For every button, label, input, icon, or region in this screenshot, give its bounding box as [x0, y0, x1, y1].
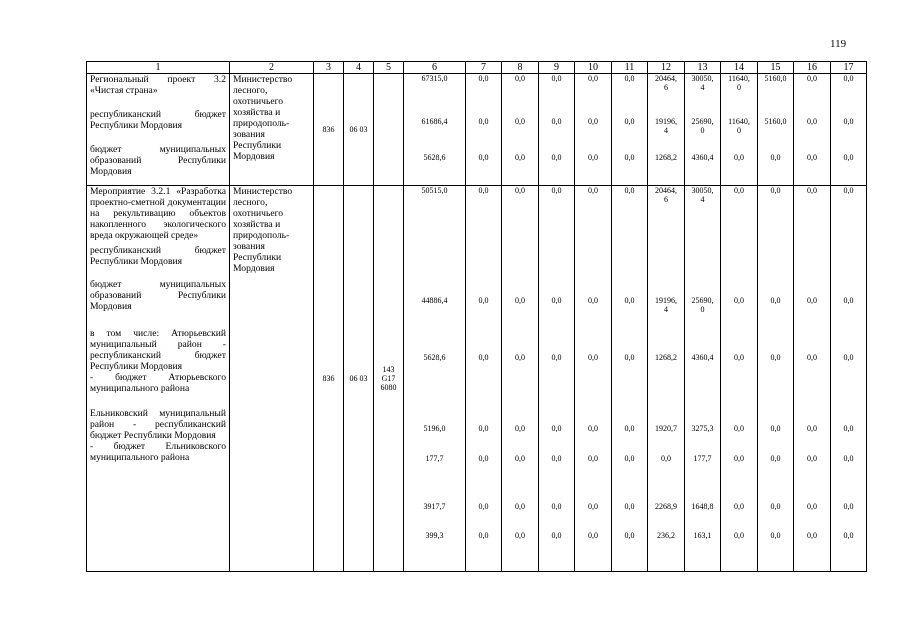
value: 44886,4	[421, 296, 448, 305]
value: 25690, 0	[691, 117, 714, 136]
value: 0,0	[734, 186, 744, 195]
value: 0,0	[588, 531, 598, 540]
responsible-org: Министерство лесного, охотничьего хозяйства и природополь-зования Республики Мордовия	[230, 186, 314, 572]
value-cell	[831, 74, 867, 186]
value-cell	[721, 74, 758, 186]
funding-label: Ельниковский муниципальный район - республиканский бюджет Республики Мордовия	[90, 408, 226, 441]
value: 19196, 4	[655, 117, 677, 136]
value: 0,0	[770, 454, 781, 463]
value: 3917,7	[423, 502, 446, 511]
value: 0,0	[551, 502, 562, 511]
value: 0,0	[734, 454, 744, 463]
page-number: 119	[830, 38, 847, 50]
col-header: 16	[794, 62, 831, 74]
col-header: 4	[344, 62, 374, 74]
value-cell	[466, 186, 502, 572]
value: 0,0	[478, 186, 489, 195]
value: 0,0	[734, 424, 744, 433]
value: 0,0	[734, 353, 744, 362]
value: 0,0	[588, 186, 598, 195]
value: 0,0	[807, 531, 817, 540]
value-cell	[758, 186, 794, 572]
value: 0,0	[770, 186, 781, 195]
value: 5628,6	[423, 153, 446, 162]
funding-label: республиканский бюджет Республики Мордовия	[90, 109, 226, 131]
value: 0,0	[843, 153, 854, 162]
value: 0,0	[624, 353, 635, 362]
value-cell	[648, 186, 685, 572]
value-cell	[685, 186, 721, 572]
value: 0,0	[551, 74, 562, 83]
value: 0,0	[770, 502, 781, 511]
value: 0,0	[734, 153, 744, 162]
value: 0,0	[734, 502, 744, 511]
value-cell	[831, 186, 867, 572]
value: 0,0	[515, 531, 525, 540]
code-grbs: 836	[314, 74, 344, 186]
value: 0,0	[588, 502, 598, 511]
value: 0,0	[843, 353, 854, 362]
value: 0,0	[588, 353, 598, 362]
code-target: 143 G17 6080	[374, 186, 404, 572]
value: 0,0	[734, 296, 744, 305]
value: 0,0	[624, 153, 635, 162]
table-row	[87, 186, 867, 572]
col-header: 17	[831, 62, 867, 74]
value: 19196, 4	[655, 296, 677, 315]
value-cell	[794, 74, 831, 186]
code-section: 06 03	[344, 74, 374, 186]
col-header: 7	[466, 62, 502, 74]
value: 0,0	[843, 531, 854, 540]
value: 0,0	[478, 531, 489, 540]
value: 0,0	[588, 117, 598, 126]
value: 0,0	[843, 296, 854, 305]
col-header: 8	[502, 62, 539, 74]
value: 5628,6	[423, 353, 446, 362]
value: 5160,0	[764, 117, 787, 126]
value: 0,0	[551, 296, 562, 305]
value: 0,0	[807, 296, 817, 305]
value: 0,0	[807, 424, 817, 433]
value: 1268,2	[655, 353, 677, 362]
funding-label: - бюджет Атюрьевского муниципального района	[90, 372, 226, 394]
value: 0,0	[478, 454, 489, 463]
value: 0,0	[624, 186, 635, 195]
value: 0,0	[807, 353, 817, 362]
value: 0,0	[478, 502, 489, 511]
project-name: Региональный проект 3.2 «Чистая страна»	[90, 74, 226, 96]
value: 0,0	[807, 74, 817, 83]
value-cell	[404, 186, 466, 572]
col-header: 6	[404, 62, 466, 74]
value: 0,0	[843, 502, 854, 511]
code-grbs: 836	[314, 186, 344, 572]
value: 0,0	[624, 531, 635, 540]
col-header: 9	[539, 62, 575, 74]
value: 236,2	[657, 531, 675, 540]
value: 20464, 6	[655, 74, 677, 93]
value-cell	[575, 186, 612, 572]
value: 25690, 0	[691, 296, 714, 315]
col-header: 3	[314, 62, 344, 74]
funding-label: республиканский бюджет Республики Мордовия	[90, 245, 226, 267]
value: 0,0	[515, 153, 525, 162]
value: 0,0	[807, 117, 817, 126]
value-cell	[466, 74, 502, 186]
value-cell	[404, 74, 466, 186]
value: 1920,7	[655, 424, 677, 433]
value: 5160,0	[764, 74, 787, 83]
value: 30050, 4	[691, 74, 714, 93]
value: 50515,0	[421, 186, 448, 195]
col-header: 10	[575, 62, 612, 74]
value: 0,0	[588, 424, 598, 433]
value: 0,0	[624, 117, 635, 126]
value: 67315,0	[421, 74, 448, 83]
value: 20464, 6	[655, 186, 677, 205]
value-cell	[612, 186, 648, 572]
value: 0,0	[624, 424, 635, 433]
value: 0,0	[624, 74, 635, 83]
value: 0,0	[807, 186, 817, 195]
value: 0,0	[807, 502, 817, 511]
col-header: 14	[721, 62, 758, 74]
code-target	[374, 74, 404, 186]
value-cell	[794, 186, 831, 572]
value: 0,0	[551, 153, 562, 162]
col-header: 11	[612, 62, 648, 74]
responsible-org: Министерство лесного, охотничьего хозяйства и природополь-зования Республики Мордовия	[230, 74, 314, 186]
header-row	[87, 62, 867, 74]
value: 0,0	[588, 454, 598, 463]
value: 4360,4	[691, 153, 714, 162]
value: 0,0	[843, 454, 854, 463]
value: 0,0	[551, 531, 562, 540]
col-header: 12	[648, 62, 685, 74]
value: 4360,4	[691, 353, 714, 362]
value: 0,0	[515, 454, 525, 463]
value-cell	[575, 74, 612, 186]
col-header: 1	[87, 62, 230, 74]
value: 0,0	[515, 74, 525, 83]
value: 0,0	[588, 74, 598, 83]
value: 0,0	[770, 153, 781, 162]
value-cell	[502, 74, 539, 186]
value: 61686,4	[421, 117, 448, 126]
value: 11640, 0	[728, 117, 750, 136]
value: 0,0	[515, 353, 525, 362]
value-cell	[685, 74, 721, 186]
value: 0,0	[843, 74, 854, 83]
value: 0,0	[843, 117, 854, 126]
value: 0,0	[478, 296, 489, 305]
value: 0,0	[624, 502, 635, 511]
value: 0,0	[661, 454, 671, 463]
value: 0,0	[588, 153, 598, 162]
value-cell	[539, 186, 575, 572]
value: 0,0	[551, 117, 562, 126]
budget-table	[86, 61, 867, 572]
value: 11640, 0	[728, 74, 750, 93]
col-header: 15	[758, 62, 794, 74]
value: 1648,8	[691, 502, 714, 511]
value: 0,0	[515, 117, 525, 126]
value: 0,0	[843, 186, 854, 195]
value-cell	[502, 186, 539, 572]
value-cell	[758, 74, 794, 186]
value: 0,0	[515, 296, 525, 305]
value: 3275,3	[691, 424, 714, 433]
value: 177,7	[693, 454, 712, 463]
value: 0,0	[551, 454, 562, 463]
section-name-cell	[87, 186, 230, 572]
value-cell	[612, 74, 648, 186]
value: 0,0	[551, 186, 562, 195]
value: 0,0	[624, 296, 635, 305]
col-header: 13	[685, 62, 721, 74]
col-header: 5	[374, 62, 404, 74]
value: 0,0	[734, 531, 744, 540]
value: 0,0	[770, 353, 781, 362]
code-section: 06 03	[344, 186, 374, 572]
value: 0,0	[478, 353, 489, 362]
value: 399,3	[425, 531, 444, 540]
value: 0,0	[551, 353, 562, 362]
value: 0,0	[551, 424, 562, 433]
funding-label: - бюджет Ельниковского муниципального района	[90, 441, 226, 463]
value: 0,0	[624, 454, 635, 463]
funding-label: бюджет муниципальных образований Республики Мордовия	[90, 279, 226, 312]
value: 1268,2	[655, 153, 677, 162]
value: 0,0	[515, 424, 525, 433]
value: 0,0	[770, 296, 781, 305]
measure-name: Мероприятие 3.2.1 «Разработка проектно-сметной документации на рекультивацию объектов накопленного экологического вреда окружающей среде»	[90, 186, 226, 241]
funding-label: в том числе: Атюрьевский муниципальный район - республиканский бюджет Республики Мордовия	[90, 328, 226, 372]
section-name-cell	[87, 74, 230, 186]
value: 0,0	[807, 454, 817, 463]
value: 0,0	[770, 531, 781, 540]
value: 0,0	[843, 424, 854, 433]
value: 0,0	[588, 296, 598, 305]
col-header: 2	[230, 62, 314, 74]
table-row	[87, 74, 867, 186]
value: 30050, 4	[691, 186, 714, 205]
funding-label: бюджет муниципальных образований Республики Мордовия	[90, 144, 226, 177]
value: 177,7	[425, 454, 444, 463]
value: 0,0	[478, 424, 489, 433]
value: 0,0	[478, 117, 489, 126]
value-cell	[648, 74, 685, 186]
value: 0,0	[515, 502, 525, 511]
value: 0,0	[770, 424, 781, 433]
value: 0,0	[478, 74, 489, 83]
value-cell	[721, 186, 758, 572]
value: 163,1	[693, 531, 712, 540]
value-cell	[539, 74, 575, 186]
value: 0,0	[478, 153, 489, 162]
value: 0,0	[515, 186, 525, 195]
value: 0,0	[807, 153, 817, 162]
value: 5196,0	[423, 424, 446, 433]
value: 2268,9	[655, 502, 677, 511]
